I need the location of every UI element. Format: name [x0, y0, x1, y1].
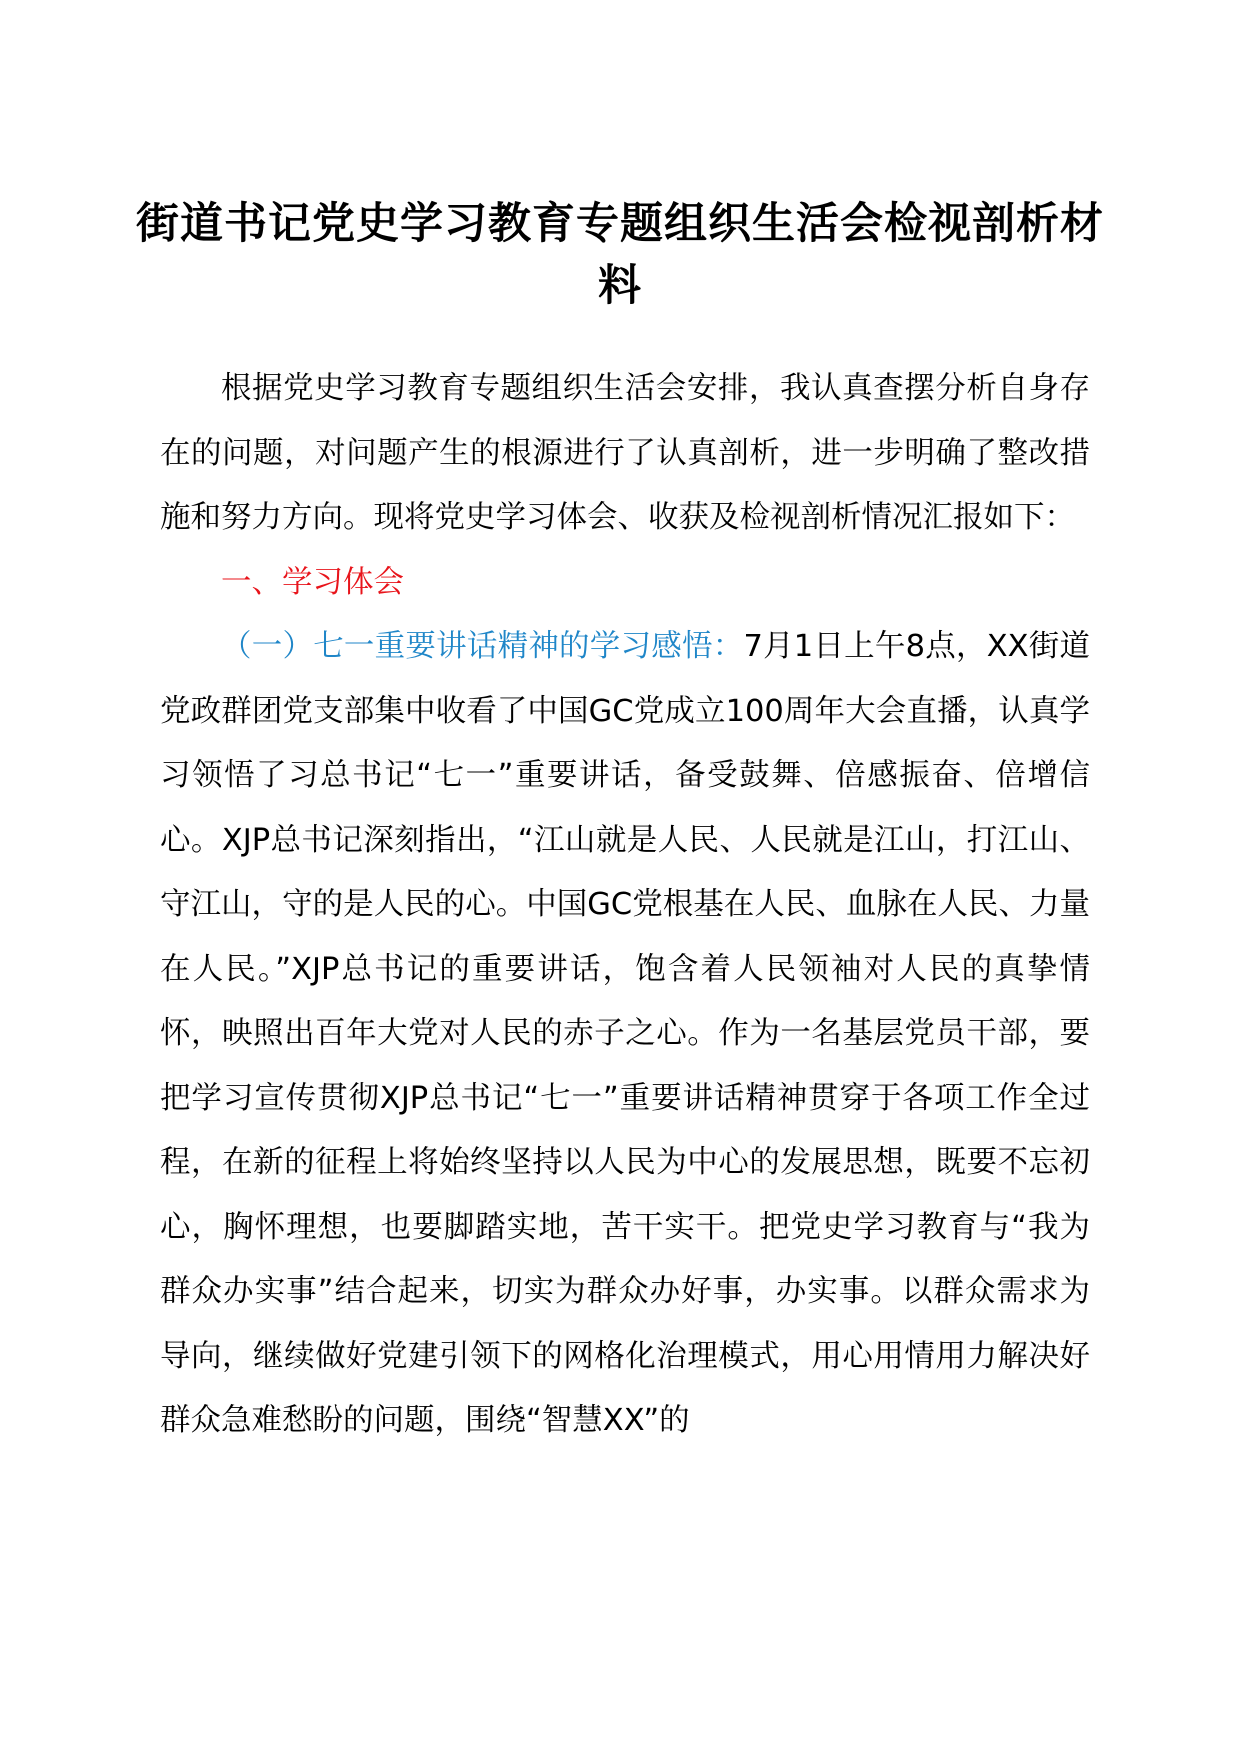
document-title: 街道书记党史学习教育专题组织生活会检视剖析材料: [136, 199, 1104, 311]
subsection-body-1: 7月1日上午8点，XX街道党政群团党支部集中收看了中国GC党成立100周年大会直播，认真学习领悟了习总书记“七一”重要讲话，备受鼓舞、倍感振奋、倍增信心。XJP总书记深刻指出，“江山就是人民、人民就是江山，打江山、守江山，守的是人民的心。中国GC党根基在人民、血脉在人民、力量在人民。”XJP总书记的重要讲话，饱含着人民领袖对人民的真挚情怀，映照出百年大党对人民的赤子之心。作为一名基层党员干部，要把学习宣传贯彻XJP总书记“七一”重要讲话精神贯穿于各项工作全过程，在新的征程上将始终坚持以人民为中心的发展思想，既要不忘初心，胸怀理想，也要脚踏实地，苦干实干。把党史学习教育与“我为群众办实事”结合起来，切实为群众办好事，办实事。以群众需求为导向，继续做好党建引领下的网格化治理模式，用心用情用力解决好群众急难愁盼的问题，围绕“智慧XX”的: [160, 629, 1090, 1438]
section-heading-1: 一、学习体会: [221, 564, 404, 600]
intro-paragraph: 根据党史学习教育专题组织生活会安排，我认真查摆分析自身存在的问题，对问题产生的根源进行了认真剖析，进一步明确了整改措施和努力方向。现将党史学习体会、收获及检视剖析情况汇报如下：: [160, 371, 1090, 535]
subsection-paragraph-1: [160, 615, 1090, 1454]
document-body: [160, 357, 1090, 1454]
subsection-heading-1: （一）七一重要讲话精神的学习感悟：: [221, 629, 744, 664]
